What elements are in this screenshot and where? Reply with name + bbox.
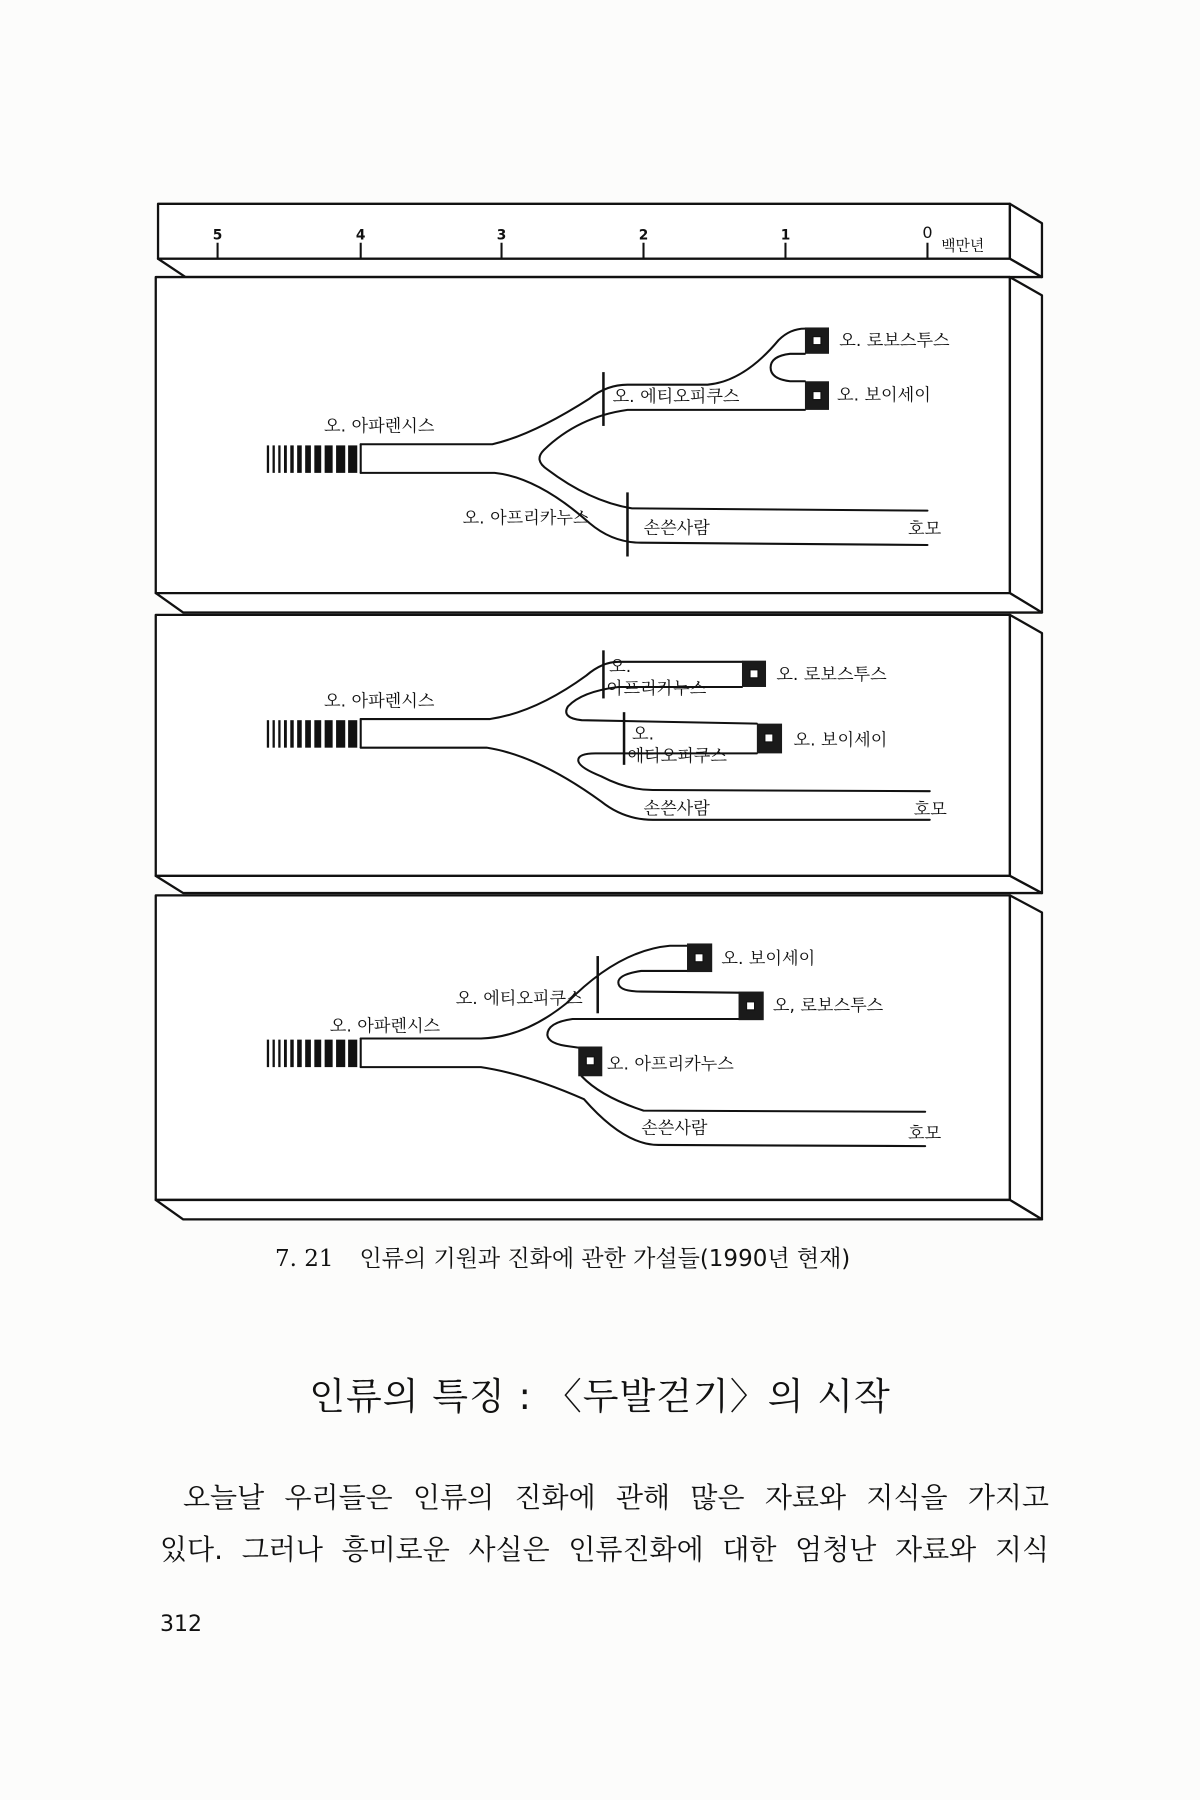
timeline-tick-label: 4 [355,227,366,244]
stem-bar [348,720,357,747]
boisei-label: 오. 보이세이 [721,949,816,970]
aethiopicus-label: 오. 에티오피쿠스 [455,989,583,1010]
stem-bar [348,1040,357,1067]
page-number: 312 [160,1612,202,1637]
stem-bar [278,1040,280,1067]
boisei-extinction-box [687,943,712,972]
stem-bar [284,720,287,747]
stem-bar [348,445,357,472]
extinction-box-dot [750,670,758,678]
afarensis-label: 오. 아파렌시스 [324,691,435,712]
robustus-extinction-box [739,992,764,1021]
figure-caption [275,1240,850,1273]
robustus-extinction-box [805,327,829,353]
timeline-tick-label: 0 [922,223,933,243]
stem-bar [273,445,275,472]
paragraph-line: 오늘날 우리들은 인류의 진화에 관해 많은 자료와 지식을 가지고 [183,1481,1049,1514]
stem-bar [290,1040,293,1067]
aethiopicus-prefix-label: 오. [632,724,655,745]
stem-bar [284,445,287,472]
panel-front-face [156,277,1010,593]
stem-bar [325,445,333,472]
boisei-extinction-box [805,381,829,410]
stem-bar [305,445,311,472]
timeline-bottom-face [158,259,1042,277]
panel-side-face [1010,615,1042,893]
stem-bar [297,720,302,747]
panel-side-face [1010,895,1042,1219]
extinction-box-dot [586,1057,594,1065]
stem-bar [273,720,275,747]
africanus-prefix-label: 오. [609,657,632,678]
stem-bar [336,1040,345,1067]
panel-bottom-face [156,593,1042,612]
stem-bar [297,1040,302,1067]
timeline-unit-label: 백만년 [941,236,985,255]
robustus-label: 오, 로보스투스 [772,996,884,1017]
homo-label: 호모 [907,519,942,540]
timeline-tick-label: 3 [496,227,507,244]
stem-bar [273,1040,275,1067]
extinction-box-dot [695,954,703,962]
hypothesis-panel-2 [156,615,1042,893]
aethiopicus-label: 에티오피쿠스 [627,746,727,767]
hypothesis-panel-3 [156,895,1042,1219]
timeline-tick-label: 2 [638,227,649,244]
section-heading: 인류의 특징 : 〈두발걷기〉의 시작 [309,1375,891,1418]
stem-bar [314,445,321,472]
habilis-label: 손쓴사람 [641,1118,708,1139]
stem-bar [267,720,269,747]
timeline-scale [158,204,1042,277]
stem-bar [297,445,302,472]
stem-bar [290,445,293,472]
stem-bar [336,445,345,472]
stem-bar [267,445,269,472]
panel-side-face [1010,277,1042,612]
panel-bottom-face [156,876,1042,893]
stem-bar [325,720,333,747]
paragraph-line: 있다. 그러나 흥미로운 사실은 인류진화에 대한 엄청난 자료와 지식 [160,1533,1049,1566]
timeline-front-face [158,204,1010,259]
boisei-label: 오. 보이세이 [837,385,931,406]
timeline-tick-label: 5 [212,227,223,244]
stem-bar [284,1040,287,1067]
extinction-box-dot [813,392,821,400]
homo-label: 호모 [913,800,947,821]
stem-bar [305,1040,311,1067]
habilis-label: 손쓴사람 [643,799,710,820]
stem-bar [278,720,280,747]
stem-bar [267,1040,269,1067]
stem-bar [290,720,293,747]
stem-bar [336,720,345,747]
aethiopicus-label: 오. 에티오피쿠스 [612,386,740,407]
stem-bar [325,1040,333,1067]
boisei-label: 오. 보이세이 [793,730,888,751]
hypothesis-panel-1 [156,277,1042,612]
extinction-box-dot [765,734,773,742]
stem-bar [314,1040,321,1067]
extinction-box-dot [813,337,821,345]
figure-number: 7. 21 [275,1246,334,1272]
robustus-label: 오. 로보스투스 [776,665,887,686]
africanus-label: 오. 아프리카누스 [462,508,590,529]
extinction-box-dot [747,1002,755,1010]
africanus-extinction-box [578,1047,602,1077]
stem-bar [314,720,321,747]
afarensis-label: 오. 아파렌시스 [324,416,435,437]
panel-bottom-face [156,1200,1042,1219]
stem-bar [278,445,280,472]
figure-caption-text: 인류의 기원과 진화에 관한 가설들(1990년 현재) [359,1246,851,1272]
africanus-label: 오. 아프리카누스 [606,1054,734,1075]
homo-label: 호모 [907,1124,942,1145]
afarensis-label: 오. 아파렌시스 [329,1016,441,1037]
stem-bar [305,720,311,747]
boisei-extinction-box [757,724,782,754]
habilis-label: 손쓴사람 [643,518,710,539]
robustus-extinction-box [742,661,766,687]
timeline-tick-label: 1 [780,227,791,244]
africanus-label: 아프리카누스 [606,678,707,699]
robustus-label: 오. 로보스투스 [839,330,950,351]
